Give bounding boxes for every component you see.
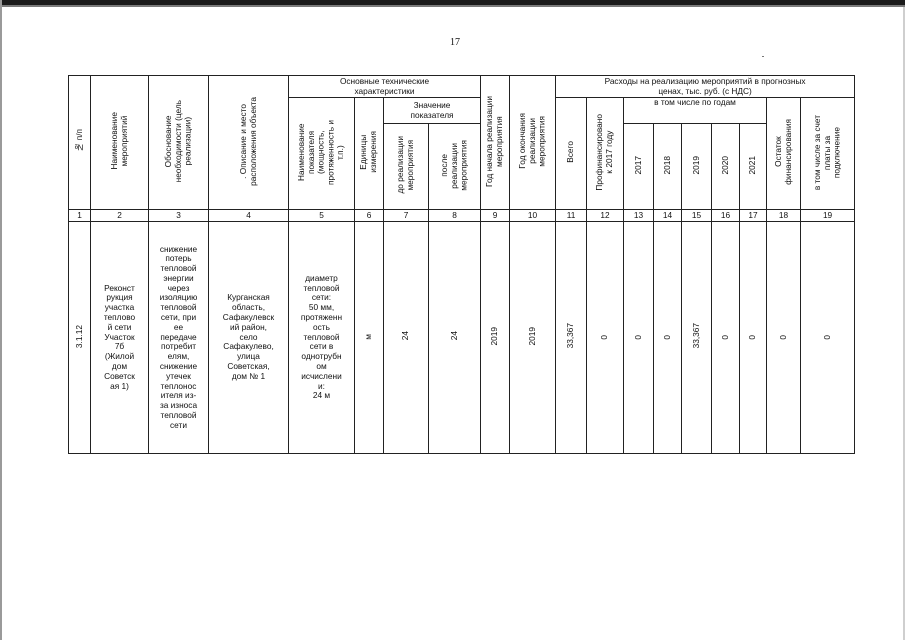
row-2019: 33,367 xyxy=(682,222,712,454)
scan-border-shadow xyxy=(0,5,905,7)
column-number: 5 xyxy=(289,210,355,222)
header-connection-fee: в том числе за счет платы за подключение xyxy=(801,98,855,210)
header-2021: 2021 xyxy=(740,124,767,210)
header-end-year: Год окончания реализации мероприятия xyxy=(510,76,556,210)
row-start-year: 2019 xyxy=(481,222,510,454)
column-number: 2 xyxy=(91,210,149,222)
column-number: 11 xyxy=(556,210,587,222)
investment-table xyxy=(68,75,855,454)
header-remaining: Остаток финансирования xyxy=(767,98,801,210)
header-num: № п/п xyxy=(69,76,91,210)
column-number: 12 xyxy=(587,210,624,222)
column-number: 18 xyxy=(767,210,801,222)
row-total: 33,367 xyxy=(556,222,587,454)
row-connection-fee: 0 xyxy=(801,222,855,454)
column-number: 19 xyxy=(801,210,855,222)
header-start-year: Год начала реализации мероприятия xyxy=(481,76,510,210)
header-2018: 2018 xyxy=(654,124,682,210)
header-after: после реализации мероприятия xyxy=(429,124,481,210)
header-2020: 2020 xyxy=(712,124,740,210)
column-number: 9 xyxy=(481,210,510,222)
row-2018: 0 xyxy=(654,222,682,454)
page-number: 17 xyxy=(450,37,460,48)
header-2019: 2019 xyxy=(682,124,712,210)
column-number: 15 xyxy=(682,210,712,222)
row-justification: снижение потерь тепловой энергии через изоляцию тепловой сети, при ее передаче потребит елям, снижение утечек теплонос ителя из- за износа тепловой сети xyxy=(149,222,209,454)
row-units: м xyxy=(355,222,384,454)
row-after: 24 xyxy=(429,222,481,454)
table-row xyxy=(69,222,855,454)
scan-speck xyxy=(762,56,764,57)
column-number: 14 xyxy=(654,210,682,222)
column-number: 17 xyxy=(740,210,767,222)
column-number: 3 xyxy=(149,210,209,222)
header-before: до реализации мероприятия xyxy=(384,124,429,210)
row-remaining: 0 xyxy=(767,222,801,454)
header-name: Наименование мероприятий xyxy=(91,76,149,210)
row-2020: 0 xyxy=(712,222,740,454)
header-tech-group: Основные технические характеристики xyxy=(289,76,481,98)
row-2021: 0 xyxy=(740,222,767,454)
row-2017: 0 xyxy=(624,222,654,454)
column-number: 16 xyxy=(712,210,740,222)
row-num: 3.1.12 xyxy=(69,222,91,454)
column-number: 8 xyxy=(429,210,481,222)
header-justification: Обоснование необходимости (цель реализации) xyxy=(149,76,209,210)
header-2017: 2017 xyxy=(624,124,654,210)
row-prefinanced: 0 xyxy=(587,222,624,454)
row-before: 24 xyxy=(384,222,429,454)
header-description: . Описание и место расположения объекта xyxy=(209,76,289,210)
column-number: 7 xyxy=(384,210,429,222)
column-number: 1 xyxy=(69,210,91,222)
row-name: Реконст рукция участка теплово й сети Участок 7б (Жилой дом Советск ая 1) xyxy=(91,222,149,454)
header-prefinanced: Профинансировано к 2017 году xyxy=(587,98,624,210)
scan-border-left xyxy=(0,0,2,640)
header-value-group: Значение показателя xyxy=(384,98,481,124)
column-number: 6 xyxy=(355,210,384,222)
row-end-year: 2019 xyxy=(510,222,556,454)
column-number-row xyxy=(69,210,855,222)
row-indicator: диаметр тепловой сети: 50 мм, протяженн ость тепловой сети в однотрубн ом исчислени и: 24 м xyxy=(289,222,355,454)
header-indicator-name: Наименование показателя (мощность, протяженность и т.п.) xyxy=(289,98,355,210)
header-total: Всего xyxy=(556,98,587,210)
column-number: 10 xyxy=(510,210,556,222)
header-expenses-group: Расходы на реализацию мероприятий в прогнозных ценах, тыс. руб. (с НДС) xyxy=(556,76,855,98)
row-description: Курганская область, Сафакулевск ий район, село Сафакулево, улица Советская, дом № 1 xyxy=(209,222,289,454)
column-number: 13 xyxy=(624,210,654,222)
column-number: 4 xyxy=(209,210,289,222)
header-by-years: в том числе по годам xyxy=(624,98,767,124)
header-units: Единицы измерения xyxy=(355,98,384,210)
